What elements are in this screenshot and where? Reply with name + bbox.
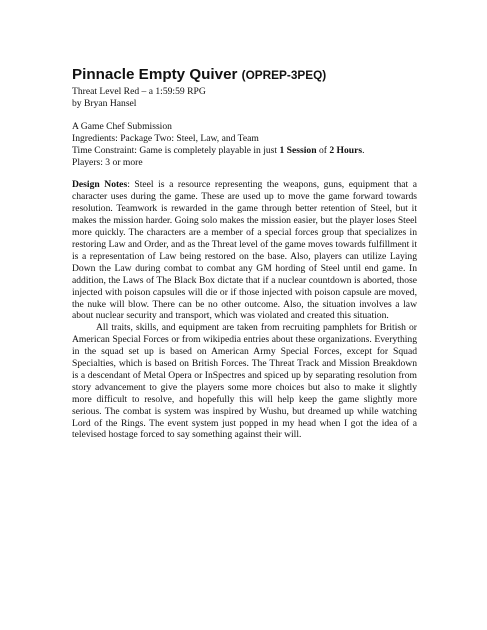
time-session: 1 Session <box>279 144 317 156</box>
byline: by Bryan Hansel <box>72 97 137 109</box>
players-line: Players: 3 or more <box>72 156 143 168</box>
document-title <box>72 66 417 84</box>
design-notes-text-1: : Steel is a resource representing the weapons, guns, equipment that a character uses during the game. These are used up to move the game forward towards resolution. Teamwork is rewarded in the game through better retention of Steel, but it makes the mission harder. Going solo makes the mission easier, but the player loses Steel more quickly. The characters are a member of a special forces group that specializes in restoring Law and Order, and as the Threat level of the game moves towards fulfillment it is a representation of Law being restored on the base. Also, players can utilize Laying Down the Law during combat to combat any GM hording of Steel until end game. In addition, the Laws of The Black Box dictate that if a nuclear countdown is aborted, those injected with poison capsules will die or if those injected with poison capsule are moved, the nuke will blow. There can be no other outcome. Also, the situation involves a law about nuclear security and transport, which was violated and created this situation. <box>72 179 417 322</box>
document-page <box>72 66 417 441</box>
time-hours: 2 Hours <box>329 144 363 156</box>
spacer <box>72 168 417 179</box>
title-code: (OPREP-3PEQ) <box>241 68 327 82</box>
time-of: of <box>316 144 330 156</box>
design-notes-label: Design Notes <box>72 179 128 191</box>
title-main: Pinnacle Empty Quiver <box>72 66 238 83</box>
time-prefix: Time Constraint: Game is completely playable in just <box>72 144 280 156</box>
design-notes-paragraph-2 <box>72 322 417 441</box>
time-end: . <box>362 144 365 156</box>
submission-block <box>72 121 417 169</box>
header-block <box>72 86 417 110</box>
ingredients-line: Ingredients: Package Two: Steel, Law, and Team <box>72 132 259 144</box>
submission-line: A Game Chef Submission <box>72 120 172 132</box>
time-constraint-line <box>72 145 417 157</box>
spacer <box>72 110 417 121</box>
subtitle: Threat Level Red – a 1:59:59 RPG <box>72 86 206 97</box>
design-notes <box>72 179 417 441</box>
design-notes-text-2: All traits, skills, and equipment are taken from recruiting pamphlets for British or American Special Forces or from wikipedia entries about these organizations. Everything in the squad set up is based on American Army Special Forces, except for Squad Specialties, which is based on British Forces. The Threat Track and Mission Breakdown is a descendant of Metal Opera or InSpectres and spiced up by separating resolution from story advancement to give the players some more choices but also to make it slightly more difficult to resolve, and hopefully this will help keep the game slightly more serious. The combat is system was inspired by Wushu, but dreamed up while watching Lord of the Rings. The event system just popped in my head when I got the idea of a televised hostage forced to say something against their will. <box>72 322 417 441</box>
design-notes-paragraph-1 <box>72 179 417 322</box>
